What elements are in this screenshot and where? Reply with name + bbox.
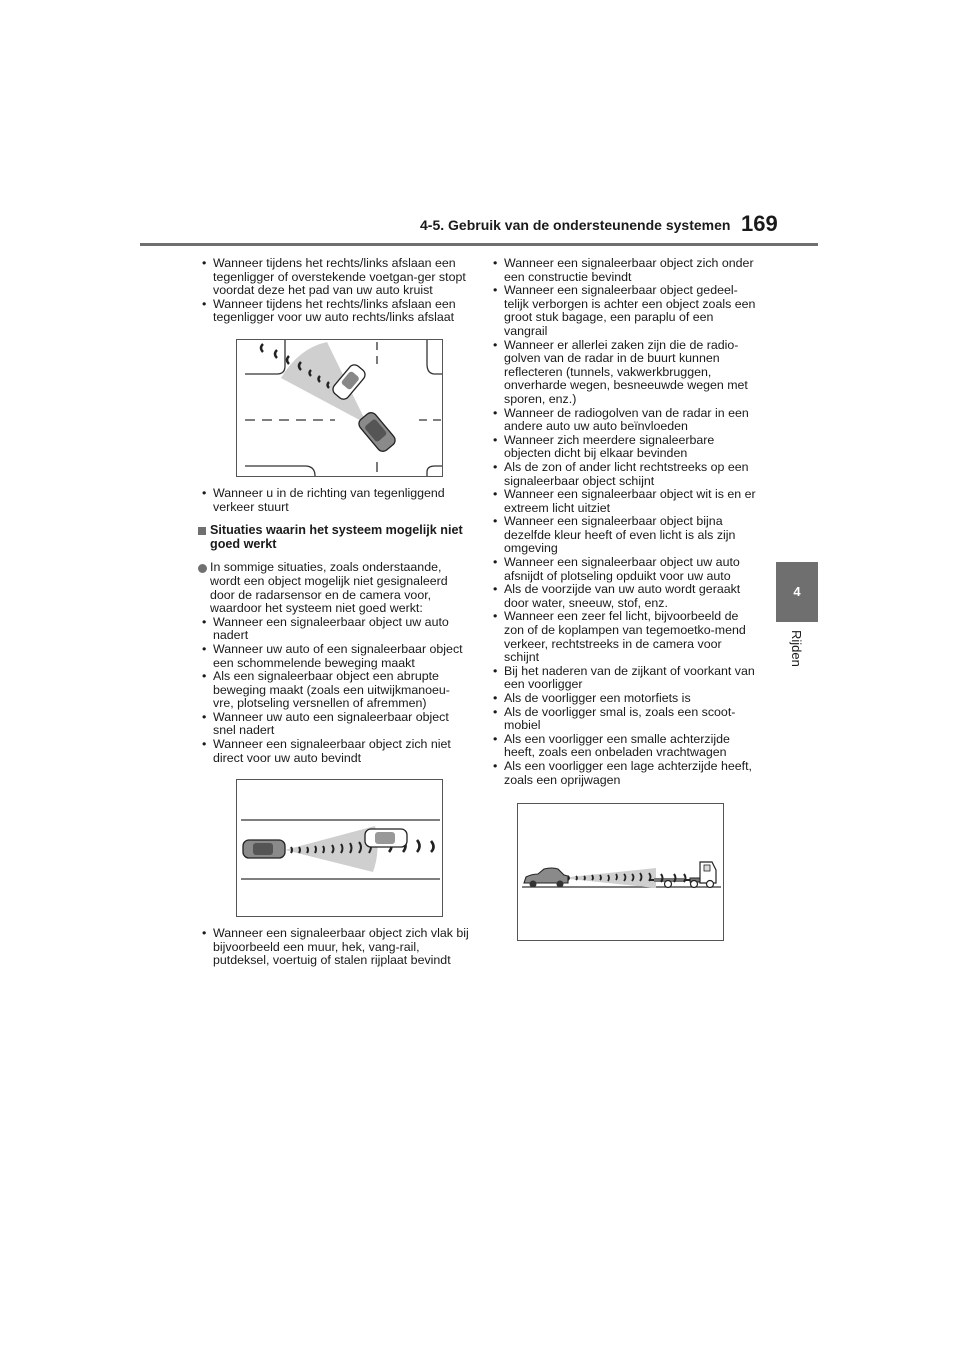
list-item: • Wanneer u in de richting van tegenliggend verkeer stuurt (200, 487, 470, 514)
page-number: 169 (741, 211, 778, 236)
left-column (200, 257, 470, 968)
chapter-label-text: Rijden (789, 630, 804, 667)
list-item: • Als een voorligger een lage achterzijde heeft, zoals een oprijwagen (491, 760, 756, 787)
list-item: • Als de voorligger smal is, zoals een scoot-mobiel (491, 706, 756, 733)
list-item: • Wanneer een signaleerbaar object uw auto afsnijdt of plotseling opduikt voor uw auto (491, 556, 756, 583)
bullet-list-mid (200, 616, 470, 766)
list-item: • Als een signaleerbaar object een abrupte beweging maakt (zoals een uitwijkmanoeu-vre, plotseling versnellen of afremmen) (200, 670, 470, 711)
list-item: • Als de voorligger een motorfiets is (491, 692, 756, 706)
chapter-tab: 4 (776, 562, 818, 622)
list-item: • Wanneer een signaleerbaar object wit is en er extreem licht uitziet (491, 488, 756, 515)
heading-square-icon (198, 527, 206, 535)
intro-text: In sommige situaties, zoals onderstaande, wordt een object mogelijk niet gesignaleerd door de radarsensor en de camera voor, waardoor het systeem niet goed werkt: (210, 560, 448, 616)
list-item: • Wanneer er allerlei zaken zijn die de radio-golven van de radar in de buurt kunnen reflecteren (tunnels, vakwerkbruggen, onverharde wegen, besneeuwde wegen met sporen, enz.) (491, 339, 756, 407)
list-item: • Bij het naderen van de zijkant of voorkant van een voorligger (491, 665, 756, 692)
list-item: • Wanneer een signaleerbaar object gedeel-telijk verborgen is achter een object zoals een groot stuk bagage, een paraplu of een vangrail (491, 284, 756, 338)
chapter-label (776, 626, 818, 726)
list-item: • Wanneer een signaleerbaar object zich vlak bij bijvoorbeeld een muur, hek, vang-rail, putdeksel, voertuig of stalen rijplaat bevindt (200, 927, 470, 968)
section-heading (198, 524, 470, 551)
bullet-list-after-fig2 (200, 927, 470, 968)
bullet-list-after-fig1 (200, 487, 470, 514)
list-item: • Wanneer een signaleerbaar object uw auto nadert (200, 616, 470, 643)
list-item: • Wanneer uw auto een signaleerbaar object snel nadert (200, 711, 470, 738)
page-header-title: 4-5. Gebruik van de ondersteunende systemen (420, 217, 731, 233)
truck-trailer-illustration (518, 804, 723, 940)
intro-paragraph (198, 561, 470, 615)
list-item: • Wanneer tijdens het rechts/links afslaan een tegenligger of overstekende voetgan-ger stopt voordat deze het pad van uw auto kruist (200, 257, 470, 298)
header-rule (140, 243, 818, 246)
turning-intersection-illustration (237, 340, 442, 476)
bullet-list-right (491, 257, 756, 787)
list-item: • Wanneer zich meerdere signaleerbare objecten dicht bij elkaar bevinden (491, 434, 756, 461)
circle-bullet-icon (198, 564, 207, 573)
list-item: • Wanneer een signaleerbaar object bijna dezelfde kleur heeft of even licht is als zijn omgeving (491, 515, 756, 556)
list-item: • Als de voorzijde van uw auto wordt geraakt door water, sneeuw, stof, enz. (491, 583, 756, 610)
list-item: • Wanneer uw auto of een signaleerbaar object een schommelende beweging maakt (200, 643, 470, 670)
figure-turning-intersection (236, 339, 443, 477)
list-item: • Als de zon of ander licht rechtstreeks op een signaleerbaar object schijnt (491, 461, 756, 488)
list-item: • Wanneer een signaleerbaar object zich onder een constructie bevindt (491, 257, 756, 284)
section-heading-text: Situaties waarin het systeem mogelijk niet goed werkt (210, 523, 463, 551)
offset-vehicle-illustration (237, 780, 442, 916)
bullet-list-top (200, 257, 470, 325)
list-item: • Wanneer een zeer fel licht, bijvoorbeeld de zon of de koplampen van tegemoetko-mend verkeer, rechtstreeks in de camera voor schijnt (491, 610, 756, 664)
figure-truck-trailer (517, 803, 724, 941)
right-column (491, 257, 756, 941)
list-item: • Wanneer de radiogolven van de radar in een andere auto uw auto beïnvloeden (491, 407, 756, 434)
list-item: • Wanneer een signaleerbaar object zich niet direct voor uw auto bevindt (200, 738, 470, 765)
list-item: • Wanneer tijdens het rechts/links afslaan een tegenligger voor uw auto rechts/links afslaat (200, 298, 470, 325)
list-item: • Als een voorligger een smalle achterzijde heeft, zoals een onbeladen vrachtwagen (491, 733, 756, 760)
figure-offset-vehicle (236, 779, 443, 917)
